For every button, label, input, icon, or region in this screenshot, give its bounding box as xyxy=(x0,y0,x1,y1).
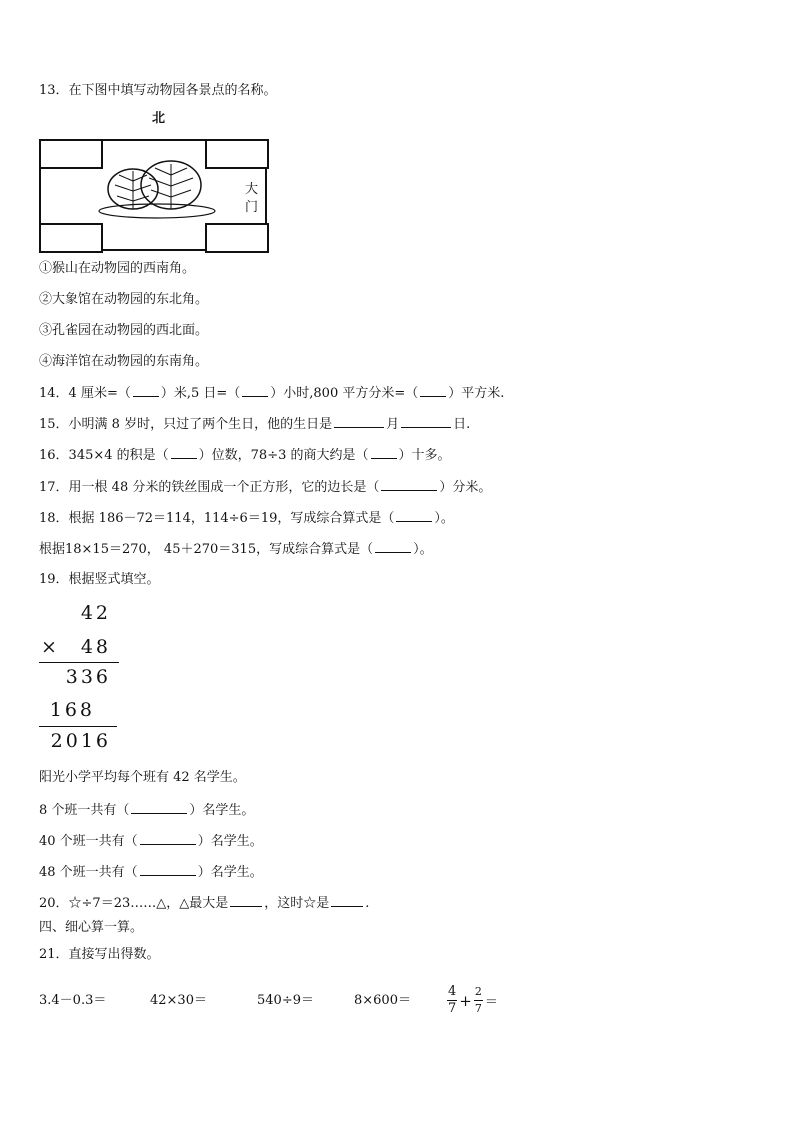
q19-item-2-post: ）名学生。 xyxy=(197,834,263,849)
q15-text-1: 15．小明满 8 岁时，只过了两个生日，他的生日是 xyxy=(39,417,333,432)
q19-item-1 xyxy=(39,801,254,820)
q13-item-2: ②大象馆在动物园的东北角。 xyxy=(39,292,209,307)
q21-expr-3: 540÷9＝ xyxy=(257,993,314,1008)
q14-text-3: ）小时,800 平方分米=（ xyxy=(270,386,419,401)
frac-2-denominator: 7 xyxy=(474,1002,482,1015)
q19-title: 19．根据竖式填空。 xyxy=(39,572,160,587)
q21-expr-4: 8×600＝ xyxy=(354,993,411,1008)
q19-item-3-post: ）名学生。 xyxy=(197,865,263,880)
mult-line-1 xyxy=(39,662,119,663)
fraction-2-7 xyxy=(474,984,483,1017)
q14-blank-3[interactable] xyxy=(420,384,446,397)
zoo-map xyxy=(39,139,267,251)
q19-item-3-pre: 48 个班一共有（ xyxy=(39,865,138,880)
mult-row-5: 2016 xyxy=(50,730,111,752)
q19-item-3 xyxy=(39,863,263,882)
q21-title: 21．直接写出得数。 xyxy=(39,947,160,962)
q19-item-2-pre: 40 个班一共有（ xyxy=(39,834,138,849)
frac-1-denominator: 7 xyxy=(448,1001,457,1016)
q19-item-2-blank[interactable] xyxy=(140,832,196,845)
q20-text-1: 20．☆÷7＝23……△，△最大是 xyxy=(39,896,229,911)
q20-text-3: . xyxy=(365,896,370,911)
equals-sign: ＝ xyxy=(484,995,498,1010)
q16-text-3: ）十多。 xyxy=(398,448,451,463)
q13-title: 13．在下图中填写动物园各景点的名称。 xyxy=(39,83,277,98)
frac-2-numerator: 2 xyxy=(474,984,483,1001)
mult-row-3: 336 xyxy=(65,666,111,688)
gate-label xyxy=(245,181,259,217)
zoo-spot-southeast xyxy=(205,223,269,253)
north-label: 北 xyxy=(152,111,166,126)
q17 xyxy=(39,478,491,497)
q20-blank-2[interactable] xyxy=(331,894,363,907)
q15-text-2: 月 xyxy=(386,417,400,432)
q19-intro: 阳光小学平均每个班有 42 名学生。 xyxy=(39,770,246,785)
q17-blank[interactable] xyxy=(381,478,437,491)
plus-sign: + xyxy=(459,991,472,1010)
q13-item-4: ④海洋馆在动物园的东南角。 xyxy=(39,354,209,369)
q14 xyxy=(39,384,504,403)
q19-item-1-post: ）名学生。 xyxy=(189,803,255,818)
mult-row-4: 168 xyxy=(49,699,95,721)
mult-line-2 xyxy=(39,726,117,727)
q15 xyxy=(39,415,470,434)
q19-item-1-blank[interactable] xyxy=(131,801,187,814)
q18-b-blank[interactable] xyxy=(375,540,411,553)
q18-a xyxy=(39,509,454,528)
q14-text-4: ）平方米. xyxy=(448,386,505,401)
q20 xyxy=(39,894,369,913)
q17-text-2: ）分米。 xyxy=(439,480,492,495)
lake-trees-illustration xyxy=(91,159,221,221)
gate-label-char-1: 大 xyxy=(245,182,259,197)
q21-expr-2: 42×30＝ xyxy=(150,993,207,1008)
q17-text-1: 17．用一根 48 分米的铁丝围成一个正方形，它的边长是（ xyxy=(39,480,380,495)
q15-text-3: 日. xyxy=(453,417,471,432)
q14-blank-1[interactable] xyxy=(133,384,159,397)
mult-row-2: 48 xyxy=(80,636,111,658)
q21-expr-5 xyxy=(447,984,498,1017)
q18-b-text-1: 根据18×15＝270， 45＋270＝315，写成综合算式是（ xyxy=(39,542,374,557)
q13-item-1: ①猴山在动物园的西南角。 xyxy=(39,261,196,276)
q15-blank-day[interactable] xyxy=(401,415,451,428)
q19-item-3-blank[interactable] xyxy=(140,863,196,876)
section-4-heading: 四、细心算一算。 xyxy=(39,920,144,935)
vertical-multiplication xyxy=(39,600,119,760)
zoo-spot-southwest xyxy=(39,223,103,253)
q18-a-blank[interactable] xyxy=(396,509,432,522)
mult-row-1: 42 xyxy=(80,602,111,624)
q16-blank-2[interactable] xyxy=(371,446,397,459)
q18-b xyxy=(39,540,433,559)
q16-text-2: ）位数，78÷3 的商大约是（ xyxy=(198,448,369,463)
q21-expr-1: 3.4－0.3＝ xyxy=(39,993,107,1008)
q18-a-text-2: ）。 xyxy=(434,511,454,526)
q14-text-1: 14．4 厘米=（ xyxy=(39,386,131,401)
gate-label-char-2: 门 xyxy=(245,200,259,215)
q19-item-1-pre: 8 个班一共有（ xyxy=(39,803,130,818)
q13-item-3: ③孔雀园在动物园的西北面。 xyxy=(39,323,209,338)
q15-blank-month[interactable] xyxy=(334,415,384,428)
q18-a-text-1: 18．根据 186－72＝114，114÷6＝19，写成综合算式是（ xyxy=(39,511,395,526)
q16-blank-1[interactable] xyxy=(171,446,197,459)
frac-1-numerator: 4 xyxy=(448,984,457,999)
q14-text-2: ）米,5 日=（ xyxy=(160,386,241,401)
q18-b-text-2: ）。 xyxy=(413,542,433,557)
fraction-4-7 xyxy=(447,984,457,1017)
q20-text-2: ，这时☆是 xyxy=(264,896,330,911)
mult-sign: × xyxy=(41,636,60,658)
q14-blank-2[interactable] xyxy=(242,384,268,397)
q19-item-2 xyxy=(39,832,263,851)
q16-text-1: 16．345×4 的积是（ xyxy=(39,448,169,463)
q16 xyxy=(39,446,451,465)
q20-blank-1[interactable] xyxy=(230,894,262,907)
